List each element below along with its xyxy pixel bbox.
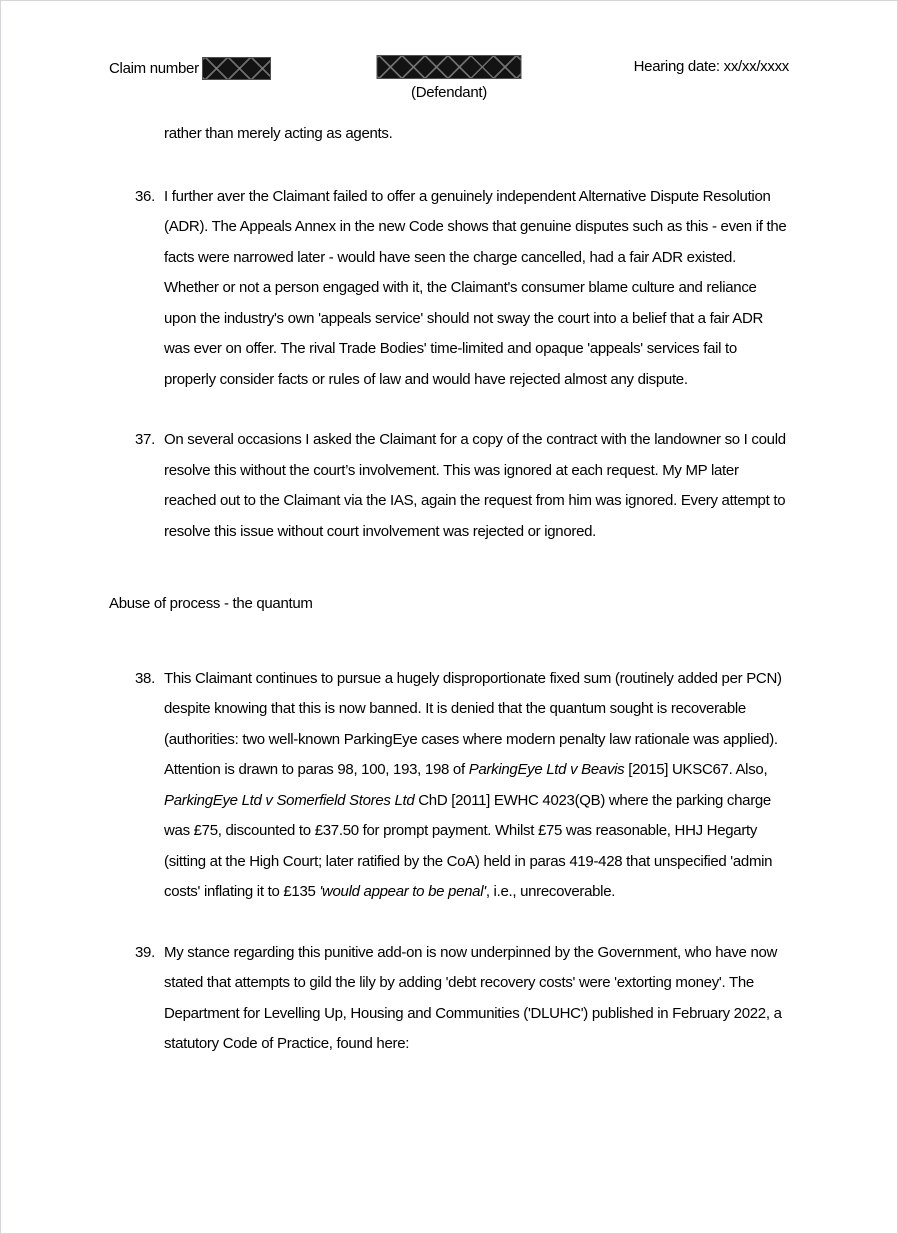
paragraph-number: 36.	[135, 187, 155, 205]
paragraph-text	[164, 938, 789, 1060]
case-citation: ParkingEye Ltd v Beavis	[468, 761, 625, 778]
redacted-defendant-name	[377, 55, 522, 79]
defendant-group	[377, 55, 522, 101]
paragraph-number: 37.	[135, 431, 155, 448]
paragraph-39	[135, 938, 789, 1060]
text-segment: I further aver the Claimant failed to offer a genuinely independent Alternative Dispute Resolution (ADR). The Appeals Annex in the new Code shows that genuine disputes such as this - even if the facts were narrowed later - would have seen the charge cancelled, had a fair ADR existed. Whether or not a person engaged with it, the Claimant's consumer blame culture and reliance upon the industry's own 'appeals service' should not sway the court into a belief that a fair ADR was ever on offer. The rival Trade Bodies' time-limited and opaque 'appeals' services fail to properly consider facts or rules of law and would have rejected almost any dispute.	[164, 187, 787, 388]
paragraph-number: 38.	[135, 669, 155, 687]
section-heading: Abuse of process - the quantum	[109, 595, 313, 612]
continuation-paragraph: rather than merely acting as agents.	[164, 125, 393, 142]
paragraph-37	[135, 425, 789, 547]
hearing-date-label: Hearing date: xx/xx/xxxx	[633, 58, 789, 75]
text-segment: On several occasions I asked the Claimant for a copy of the contract with the landowner so I could resolve this without the court’s involvement. This was ignored at each request. My MP later reached out to the Claimant via the IAS, again the request from him was ignored. Every attempt to resolve this issue without court involvement was rejected or ignored.	[164, 431, 786, 540]
paragraph-text	[164, 425, 789, 547]
text-segment: This Claimant continues to pursue a hugely disproportionate fixed sum (routinely added per PCN) despite knowing that this is now banned. It is denied that the quantum sought is recoverable (authorities: two well-known ParkingEye cases where modern penalty law rationale was applied). Attention is drawn to paras 98, 100, 193, 198 of	[164, 669, 782, 778]
paragraph-text	[164, 664, 789, 908]
defendant-label: (Defendant)	[411, 84, 487, 101]
paragraph-number: 39.	[135, 943, 155, 961]
text-segment: ChD [2011] EWHC 4023(QB) where the parking charge was £75, discounted to £37.50 for prompt payment. Whilst £75 was reasonable, HHJ Hegarty (sitting at the High Court; later ratified by the CoA) held in paras 419-428 that unspecified 'admin costs' inflating it to £135	[164, 791, 773, 900]
paragraph-38	[135, 664, 789, 908]
text-segment: [2015] UKSC67. Also,	[624, 761, 768, 778]
paragraph-36	[135, 182, 789, 396]
quoted-phrase: 'would appear to be penal'	[319, 883, 486, 900]
claim-number-group	[109, 56, 271, 80]
redacted-claim-number	[202, 57, 271, 80]
claim-number-label: Claim number	[109, 59, 199, 77]
page-header	[109, 55, 789, 101]
paragraph-text	[164, 182, 789, 396]
text-segment: My stance regarding this punitive add-on is now underpinned by the Government, who have now stated that attempts to gild the lily by adding 'debt recovery costs' were 'extorting money'. The Department for Levelling Up, Housing and Communities ('DLUHC') published in February 2022, a statutory Code of Practice, found here:	[164, 943, 782, 1052]
case-citation: ParkingEye Ltd v Somerfield Stores Ltd	[164, 791, 415, 809]
text-segment: , i.e., unrecoverable.	[485, 883, 616, 900]
